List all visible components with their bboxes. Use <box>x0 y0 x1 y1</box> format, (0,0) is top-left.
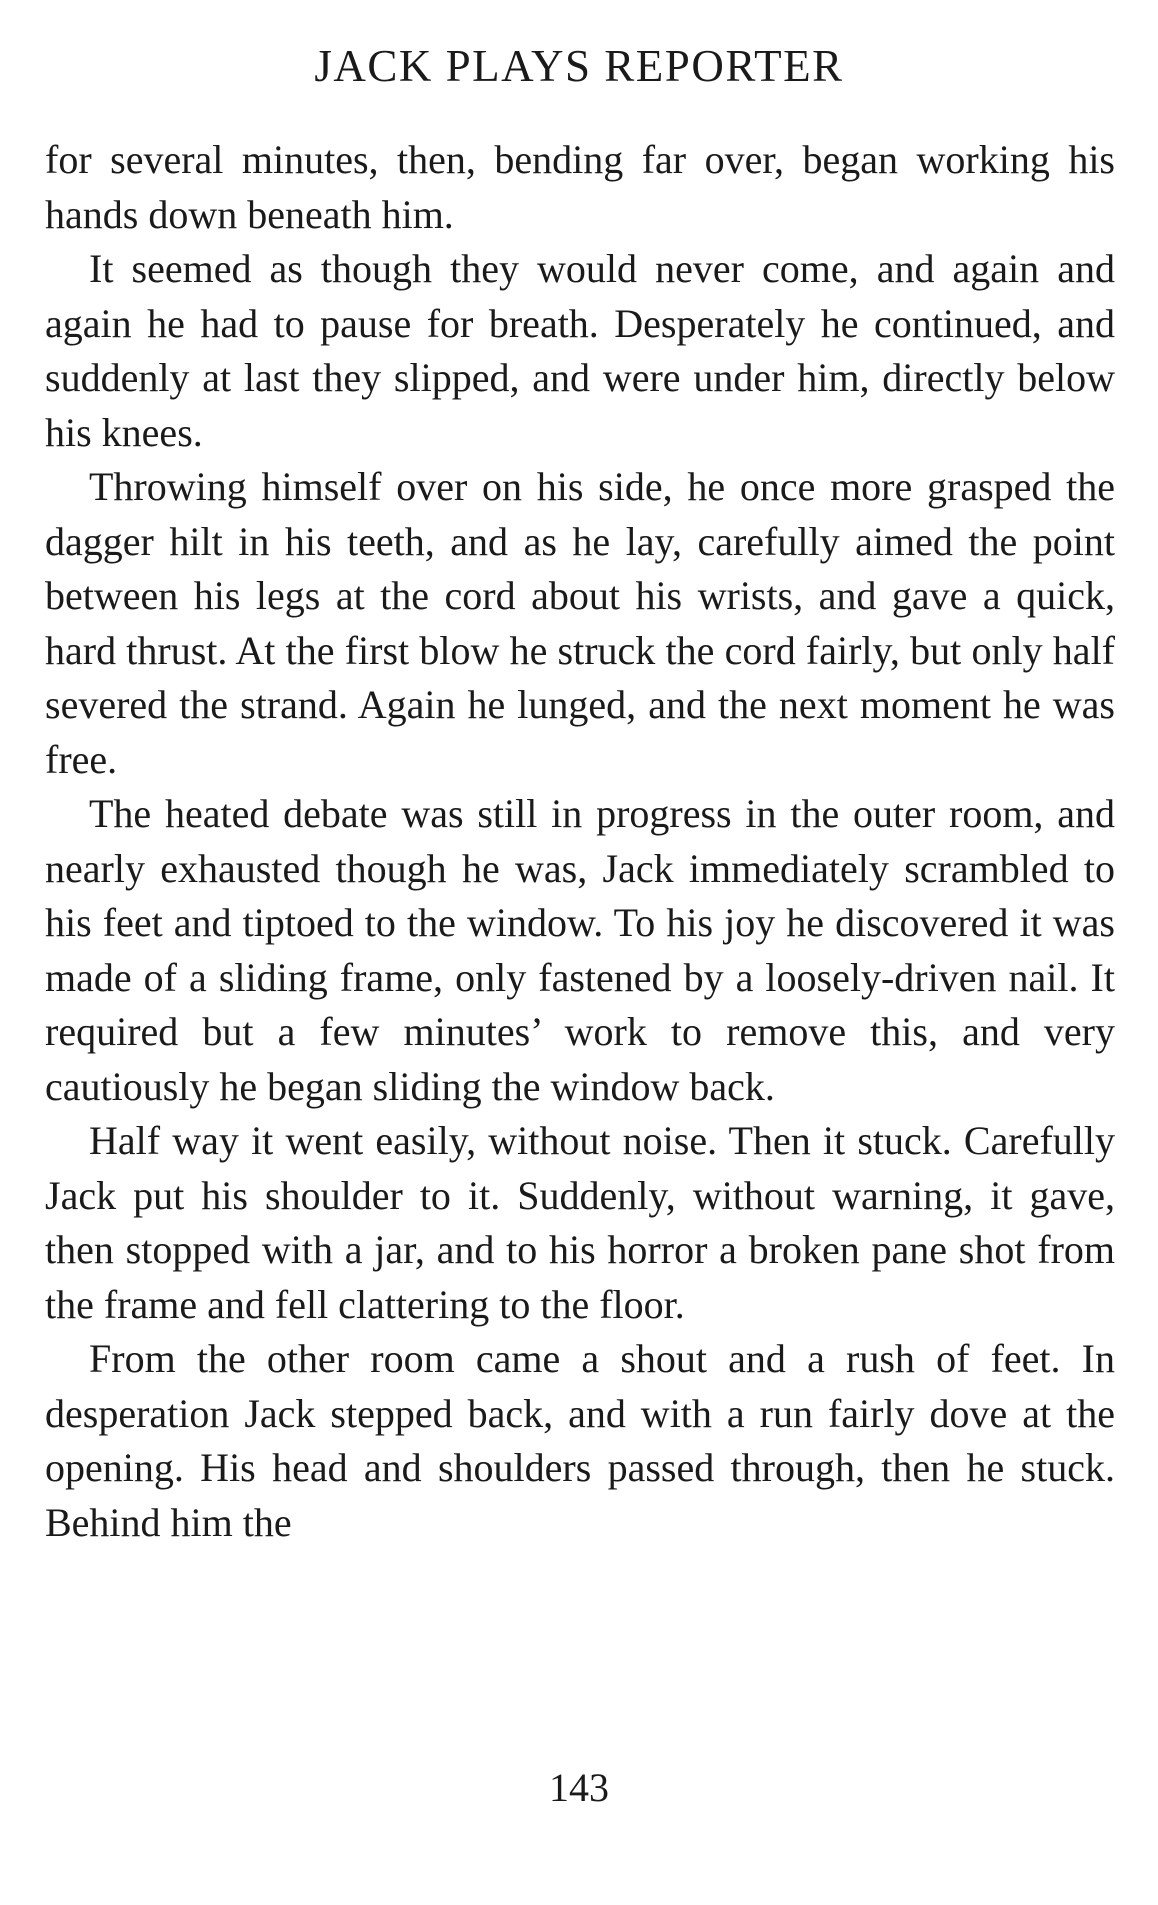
paragraph: The heated debate was still in progress in the outer room, and nearly exhausted though he was, Jack immediately scrambled to his feet and tiptoed to the window. To his joy he discovered it was made of a sliding frame, only fastened by a loosely-driven nail. It required but a few minutes’ work to remove this, and very cautiously he began sliding the window back. <box>45 791 1115 1109</box>
body-text <box>45 133 1115 1550</box>
paragraph: From the other room came a shout and a rush of feet. In desperation Jack stepped back, and with a run fairly dove at the opening. His head and shoulders passed through, then he stuck. Behind him the <box>45 1336 1115 1545</box>
paragraph: It seemed as though they would never come, and again and again he had to pause for breath. Desperately he continued, and suddenly at last they slipped, and were under him, directly below his knees. <box>45 246 1115 455</box>
paragraph: Throwing himself over on his side, he once more grasped the dagger hilt in his teeth, and as he lay, carefully aimed the point between his legs at the cord about his wrists, and gave a quick, hard thrust. At the first blow he struck the cord fairly, but only half severed the strand. Again he lunged, and the next moment he was free. <box>45 464 1115 782</box>
paragraph-continued: for several minutes, then, bending far over, began working his hands down beneath him. <box>45 137 1115 237</box>
page-number: 143 <box>549 1765 609 1810</box>
paragraph: Half way it went easily, without noise. Then it stuck. Carefully Jack put his shoulder to it. Suddenly, without warning, it gave, then stopped with a jar, and to his horror a broken pane shot from the frame and fell clattering to the floor. <box>45 1118 1115 1327</box>
running-head: JACK PLAYS REPORTER <box>314 41 844 91</box>
